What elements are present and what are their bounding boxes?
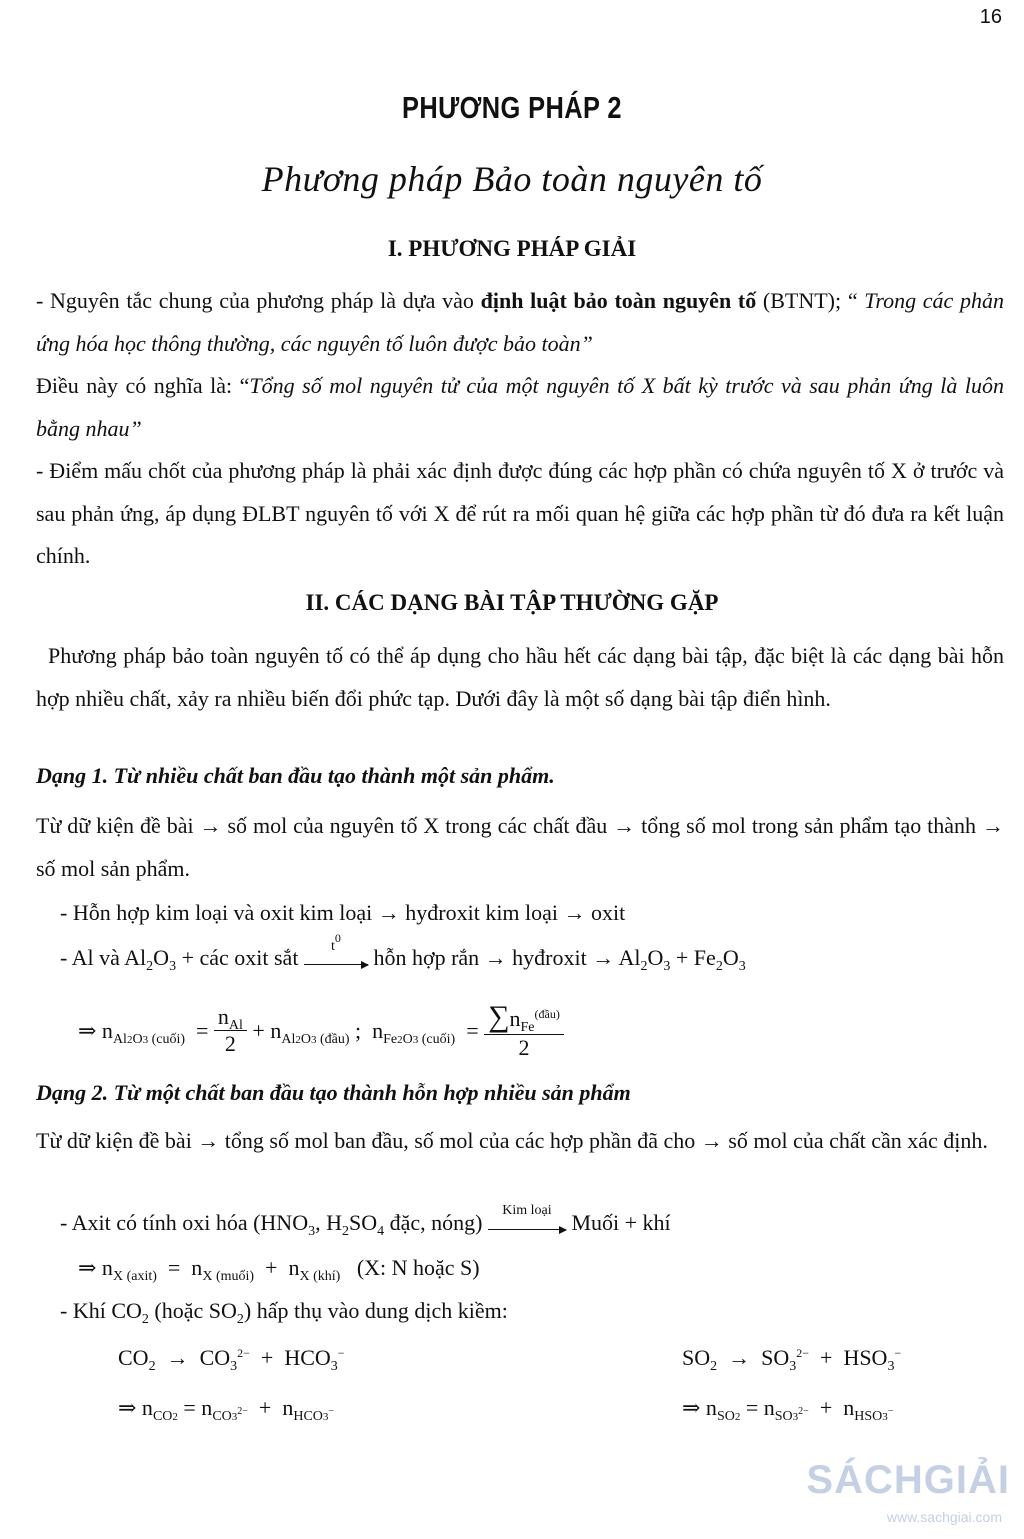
reaction-arrow: $t^0$ [304, 954, 368, 965]
dang1-description: Từ dữ kiện đề bài → số mol của nguyên tố X trong các chất đầu → tổng số mol trong sản phẩm tạo thành → số mol sản phẩm. [36, 813, 1004, 881]
section-heading-2: II. CÁC DẠNG BÀI TẬP THƯỜNG GẶP [305, 590, 719, 615]
text: (đầu) [534, 1007, 560, 1021]
dang2-item-1: - Axit có tính oxi hóa ($HNO_3$, $H_2SO_4$ đặc, nóng) Kim loại Muối + khí [60, 1203, 671, 1239]
section-heading-1: I. PHƯƠNG PHÁP GIẢI [387, 236, 637, 261]
paragraph-meaning [36, 365, 1004, 450]
text: Muối + khí [565, 1210, 671, 1235]
text: + Fe [670, 945, 716, 970]
text: - Axit có tính oxi hóa (HNO [60, 1210, 309, 1235]
text: (axit) [126, 1269, 157, 1284]
text: (BTNT); “ [756, 288, 865, 313]
text: + các oxit sắt [176, 945, 304, 970]
co2-equation: $CO_2 \to CO_3^{2-} + HCO_3^-$ [118, 1345, 345, 1374]
text: (đầu) [319, 1031, 350, 1047]
text: - Nguyên tắc chung của phương pháp là dựa vào [36, 288, 481, 313]
text: hỗn hợp rắn → hyđroxit → Al [367, 945, 641, 970]
co2-mol-formula: ⇒ $n_{CO2} = n_{CO3^{2-}} + n_{HCO3^-}$ [118, 1395, 335, 1424]
text: đặc, nóng) [384, 1210, 483, 1235]
text: Điều này có nghĩa là: “ [36, 373, 250, 398]
paragraph-intro: Phương pháp bảo toàn nguyên tố có thể áp dụng cho hầu hết các dạng bài tập, đặc biệt là các dạng bài hỗn hợp nhiều chất, xảy ra nhiều biến đổi phức tạp. Dưới đây là một số dạng bài tập điển hình. [36, 643, 1004, 711]
text: 2 [518, 1035, 530, 1060]
dang2-formula: ⇒ $n_{X (axit)} = n_{X (muối)} + n_{X (khí)}$ (X: N hoặc S) [78, 1255, 480, 1284]
text: (cuối) [151, 1031, 185, 1047]
watermark [804, 1449, 1024, 1539]
watermark-logo: SÁCHGIẢI [806, 1458, 1010, 1502]
text: (X: N hoặc S) [356, 1255, 480, 1280]
dang2-item-2: - Khí $CO_2$ (hoặc $SO_2$) hấp thụ vào dung dịch kiềm: [60, 1298, 508, 1327]
text: ) hấp thụ vào dung dịch kiềm: [243, 1298, 508, 1323]
dang2-description: Từ dữ kiện đề bài → tổng số mol ban đầu, số mol của các hợp phần đã cho → số mol của chất cần xác định. [36, 1128, 988, 1153]
text: SO [348, 1210, 378, 1235]
text: 2 [224, 1031, 236, 1056]
text: , H [315, 1210, 342, 1235]
dang1-item-2: - Al và $Al_2O_3$ + các oxit sắt $t^0$ hỗn hợp rắn → hyđroxit → $Al_2O_3 + Fe_2O_3$ [60, 931, 746, 974]
page-number: 16 [979, 6, 1002, 28]
text: (hoặc SO [148, 1298, 237, 1323]
reaction-arrow [488, 1203, 566, 1230]
dang1-formula: ⇒ $n_{Al2O3 (cuối)}$ = $\frac{n_{Al}}{2}$ + $n_{Al2O3 (đầu)}$ ; $n_{Fe2O3 (cuối)}$ = $\frac{\sum n_{Fe}^{(đầu)}}{2}$ [78, 1000, 564, 1061]
text: - Al và Al [60, 945, 147, 970]
paragraph-key-point: - Điểm mấu chốt của phương pháp là phải xác định được đúng các hợp phần có chứa nguyên tố X ở trước và sau phản ứng, áp dụng ĐLBT nguyên tố với X để rút ra mối quan hệ giữa các hợp phần từ đó đưa ra kết luận chính. [36, 458, 1004, 568]
page-subtitle: Phương pháp Bảo toàn nguyên tố [261, 159, 763, 199]
arrow-label: t [330, 939, 335, 954]
paragraph-principle [36, 280, 1004, 365]
so2-equation: $SO_2 \to SO_3^{2-} + HSO_3^-$ [682, 1345, 902, 1374]
text: (khí) [313, 1269, 341, 1284]
italic-quote: Tổng số mol nguyên tử của một nguyên tố X bất kỳ trước và sau phản ứng là luôn bằng nhau” [36, 373, 1004, 441]
so2-mol-formula: ⇒ $n_{SO2} = n_{SO3^{2-}} + n_{HSO3^-}$ [682, 1395, 894, 1424]
dang1-item-1: - Hỗn hợp kim loại và oxit kim loại → hyđroxit kim loại → oxit [60, 900, 626, 925]
fraction-fe: $\frac{\sum n_{Fe}^{(đầu)}}{2}$ [484, 1000, 564, 1061]
text: (cuối) [421, 1031, 456, 1047]
arrow-label: Kim loại [502, 1203, 552, 1218]
fraction-al: $\frac{n_{Al}}{2}$ [214, 1004, 247, 1057]
text: - Khí CO [60, 1298, 142, 1323]
text: (muối) [215, 1269, 255, 1284]
bold-text: định luật bảo toàn nguyên tố [480, 288, 757, 313]
dang1-heading: Dạng 1. Từ nhiều chất ban đầu tạo thành một sản phẩm. [36, 763, 555, 788]
dang2-heading: Dạng 2. Từ một chất ban đầu tạo thành hỗn hợp nhiều sản phẩm [36, 1080, 631, 1105]
page-title: PHƯƠNG PHÁP 2 [402, 90, 622, 125]
italic-quote: Trong các phản ứng hóa học thông thường, các nguyên tố luôn được bảo toàn” [36, 288, 1004, 356]
watermark-url: www.sachgiai.com [886, 1509, 1002, 1525]
